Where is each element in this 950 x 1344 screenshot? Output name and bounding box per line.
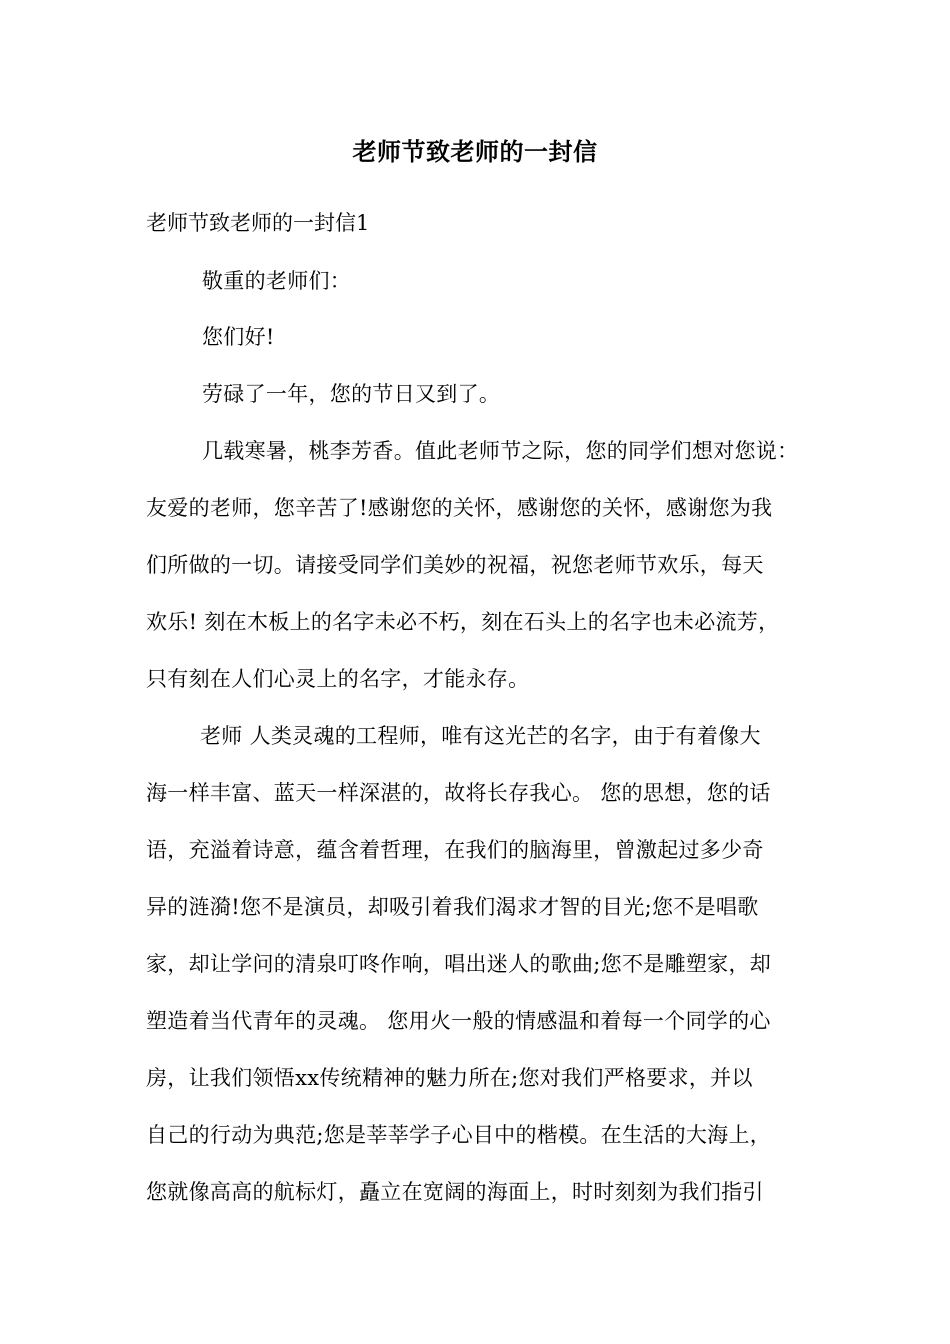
paragraph-line: 塑造着当代青年的灵魂。 您用火一般的情感温和着每一个同学的心 — [146, 1009, 771, 1033]
paragraph-line: 几载寒暑，桃李芳香。值此老师节之际，您的同学们想对您说： — [202, 439, 799, 463]
paragraph-line: 只有刻在人们心灵上的名字，才能永存。 — [146, 667, 530, 691]
document-title: 老师节致老师的一封信 — [352, 137, 598, 166]
paragraph-line: 异的涟漪!您不是演员，却吸引着我们渴求才智的目光;您不是唱歌 — [146, 895, 759, 919]
paragraph-line: 您就像高高的航标灯，矗立在宽阔的海面上，时时刻刻为我们指引 — [146, 1180, 764, 1204]
paragraph-line: 欢乐! 刻在木板上的名字未必不朽，刻在石头上的名字也未必流芳， — [146, 610, 780, 634]
paragraph-line: 们所做的一切。请接受同学们美妙的祝福，祝您老师节欢乐，每天 — [146, 553, 764, 577]
paragraph-line: 海一样丰富、蓝天一样深湛的，故将长存我心。 您的思想，您的话 — [146, 781, 771, 805]
section-heading: 老师节致老师的一封信1 — [146, 211, 370, 235]
paragraph-line: 语，充溢着诗意，蕴含着哲理，在我们的脑海里，曾激起过多少奇 — [146, 838, 764, 862]
paragraph-line: 自己的行动为典范;您是莘莘学子心目中的楷模。在生活的大海上， — [146, 1123, 772, 1147]
paragraph-line: 老师 人类灵魂的工程师，唯有这光芒的名字，由于有着像大 — [200, 724, 761, 748]
greeting-line: 您们好! — [202, 325, 275, 349]
paragraph-line: 友爱的老师，您辛苦了!感谢您的关怀，感谢您的关怀，感谢您为我 — [146, 496, 773, 520]
paragraph-line: 房，让我们领悟xx传统精神的魅力所在;您对我们严格要求，并以 — [146, 1066, 753, 1090]
paragraph-line: 家，却让学问的清泉叮咚作响，唱出迷人的歌曲;您不是雕塑家，却 — [146, 952, 772, 976]
paragraph-line: 劳碌了一年，您的节日又到了。 — [202, 382, 501, 406]
salutation-line: 敬重的老师们： — [202, 269, 352, 293]
